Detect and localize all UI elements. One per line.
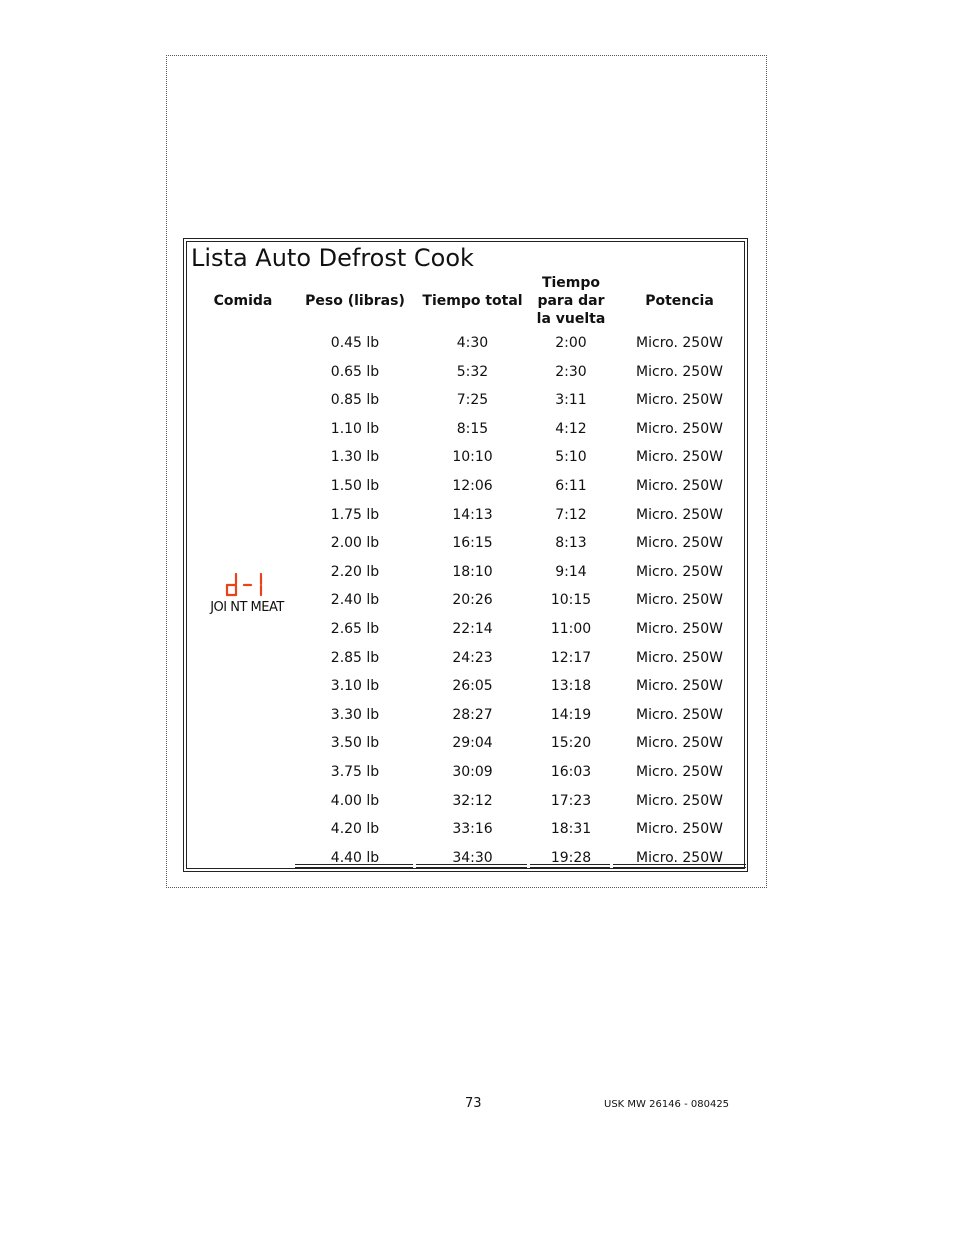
flip-time-cell: 12:17 bbox=[550, 649, 592, 666]
total-time-cell: 18:10 bbox=[452, 563, 493, 580]
table-row bbox=[187, 421, 746, 441]
table-row bbox=[187, 449, 746, 469]
flip-time-cell: 5:10 bbox=[555, 449, 587, 466]
weight-cell: 3.10 lb bbox=[330, 678, 380, 695]
total-time-cell: 32:12 bbox=[452, 792, 493, 809]
weight-cell: 4.40 lb bbox=[330, 849, 380, 866]
weight-cell: 2.85 lb bbox=[330, 649, 380, 666]
table-row bbox=[187, 650, 746, 670]
table-row bbox=[187, 478, 746, 498]
table-row bbox=[187, 764, 746, 784]
table-row bbox=[187, 707, 746, 727]
table-row bbox=[187, 507, 746, 527]
flip-time-cell: 2:30 bbox=[555, 363, 587, 380]
weight-cell: 3.30 lb bbox=[330, 706, 380, 723]
power-cell: Micro. 250W bbox=[636, 592, 723, 609]
weight-cell: 1.75 lb bbox=[330, 506, 380, 523]
defrost-table-inner bbox=[186, 241, 745, 869]
weight-cell: 4.00 lb bbox=[330, 792, 380, 809]
power-cell: Micro. 250W bbox=[636, 849, 723, 866]
power-cell: Micro. 250W bbox=[636, 649, 723, 666]
total-time-cell: 20:26 bbox=[452, 592, 493, 609]
flip-time-cell: 2:00 bbox=[555, 335, 587, 351]
total-time-cell: 8:15 bbox=[456, 420, 489, 437]
total-time-cell: 14:13 bbox=[452, 506, 493, 523]
power-cell: Micro. 250W bbox=[636, 735, 723, 752]
total-time-cell: 26:05 bbox=[452, 678, 493, 695]
table-row bbox=[187, 621, 746, 641]
power-cell: Micro. 250W bbox=[636, 506, 723, 523]
weight-cell: 2.40 lb bbox=[330, 592, 380, 609]
table-title: Lista Auto Defrost Cook bbox=[191, 244, 474, 272]
flip-time-cell: 4:12 bbox=[555, 420, 587, 437]
table-row bbox=[187, 535, 746, 555]
flip-time-cell: 7:12 bbox=[555, 506, 587, 523]
flip-time-cell: 9:14 bbox=[555, 563, 587, 580]
power-cell: Micro. 250W bbox=[636, 821, 723, 838]
table-row bbox=[187, 735, 746, 755]
flip-time-cell: 3:11 bbox=[555, 392, 587, 409]
weight-cell: 1.10 lb bbox=[330, 420, 380, 437]
power-cell: Micro. 250W bbox=[636, 563, 723, 580]
flip-time-cell: 11:00 bbox=[550, 621, 592, 637]
flip-time-cell: 14:19 bbox=[550, 706, 592, 723]
table-row bbox=[187, 392, 746, 412]
power-cell: Micro. 250W bbox=[636, 363, 723, 380]
flip-time-cell: 16:03 bbox=[550, 764, 592, 780]
page-number: 73 bbox=[465, 1096, 482, 1111]
weight-cell: 3.50 lb bbox=[330, 735, 380, 752]
flip-time-cell: 15:20 bbox=[550, 735, 592, 752]
flip-time-cell: 6:11 bbox=[555, 478, 587, 494]
table-row bbox=[187, 364, 746, 384]
food-label: JOI NT MEAT bbox=[210, 600, 284, 615]
power-cell: Micro. 250W bbox=[636, 706, 723, 723]
flip-time-cell: 8:13 bbox=[555, 535, 587, 552]
total-time-cell: 4:30 bbox=[456, 335, 489, 351]
weight-cell: 4.20 lb bbox=[330, 821, 380, 838]
power-cell: Micro. 250W bbox=[636, 335, 723, 351]
flip-time-cell: 18:31 bbox=[550, 821, 592, 838]
header-total-time: Tiempo total bbox=[422, 293, 523, 309]
weight-cell: 2.20 lb bbox=[330, 563, 380, 580]
weight-cell: 1.50 lb bbox=[330, 478, 380, 494]
power-cell: Micro. 250W bbox=[636, 792, 723, 809]
power-cell: Micro. 250W bbox=[636, 764, 723, 780]
total-time-cell: 7:25 bbox=[456, 392, 489, 409]
document-code: USK MW 26146 - 080425 bbox=[604, 1099, 730, 1110]
weight-cell: 3.75 lb bbox=[330, 764, 380, 780]
total-time-cell: 5:32 bbox=[456, 363, 489, 380]
power-cell: Micro. 250W bbox=[636, 678, 723, 695]
power-cell: Micro. 250W bbox=[636, 449, 723, 466]
total-time-cell: 29:04 bbox=[452, 735, 493, 752]
power-cell: Micro. 250W bbox=[636, 621, 723, 637]
food-cell bbox=[195, 572, 299, 615]
total-time-cell: 12:06 bbox=[452, 478, 493, 494]
flip-time-cell: 19:28 bbox=[550, 849, 592, 866]
weight-cell: 0.45 lb bbox=[330, 335, 380, 351]
total-time-cell: 33:16 bbox=[452, 821, 493, 838]
total-time-cell: 28:27 bbox=[452, 706, 493, 723]
table-row bbox=[187, 793, 746, 813]
power-cell: Micro. 250W bbox=[636, 392, 723, 409]
total-time-cell: 16:15 bbox=[452, 535, 493, 552]
total-time-cell: 22:14 bbox=[452, 621, 493, 637]
header-flip-line-1: Tiempo bbox=[541, 275, 601, 291]
total-time-cell: 34:30 bbox=[452, 849, 493, 866]
power-cell: Micro. 250W bbox=[636, 420, 723, 437]
weight-cell: 0.65 lb bbox=[330, 363, 380, 380]
header-flip-line-2: para dar bbox=[537, 293, 605, 309]
weight-cell: 0.85 lb bbox=[330, 392, 380, 409]
flip-time-cell: 17:23 bbox=[550, 792, 592, 809]
header-weight: Peso (libras) bbox=[305, 293, 405, 309]
total-time-cell: 10:10 bbox=[452, 449, 493, 466]
total-time-cell: 24:23 bbox=[452, 649, 493, 666]
weight-cell: 2.65 lb bbox=[330, 621, 380, 637]
defrost-table bbox=[183, 238, 748, 872]
weight-cell: 1.30 lb bbox=[330, 449, 380, 466]
header-flip-time bbox=[530, 274, 612, 328]
flip-time-cell: 13:18 bbox=[550, 678, 592, 695]
total-time-cell: 30:09 bbox=[452, 764, 493, 780]
table-row bbox=[187, 335, 746, 355]
weight-cell: 2.00 lb bbox=[330, 535, 380, 552]
table-row bbox=[187, 821, 746, 841]
header-power: Potencia bbox=[645, 293, 714, 309]
power-cell: Micro. 250W bbox=[636, 478, 723, 494]
flip-time-cell: 10:15 bbox=[550, 592, 592, 609]
seven-segment-display bbox=[224, 572, 270, 598]
table-row bbox=[187, 678, 746, 698]
power-cell: Micro. 250W bbox=[636, 535, 723, 552]
header-flip-line-3: la vuelta bbox=[536, 311, 606, 327]
header-food: Comida bbox=[213, 293, 273, 309]
